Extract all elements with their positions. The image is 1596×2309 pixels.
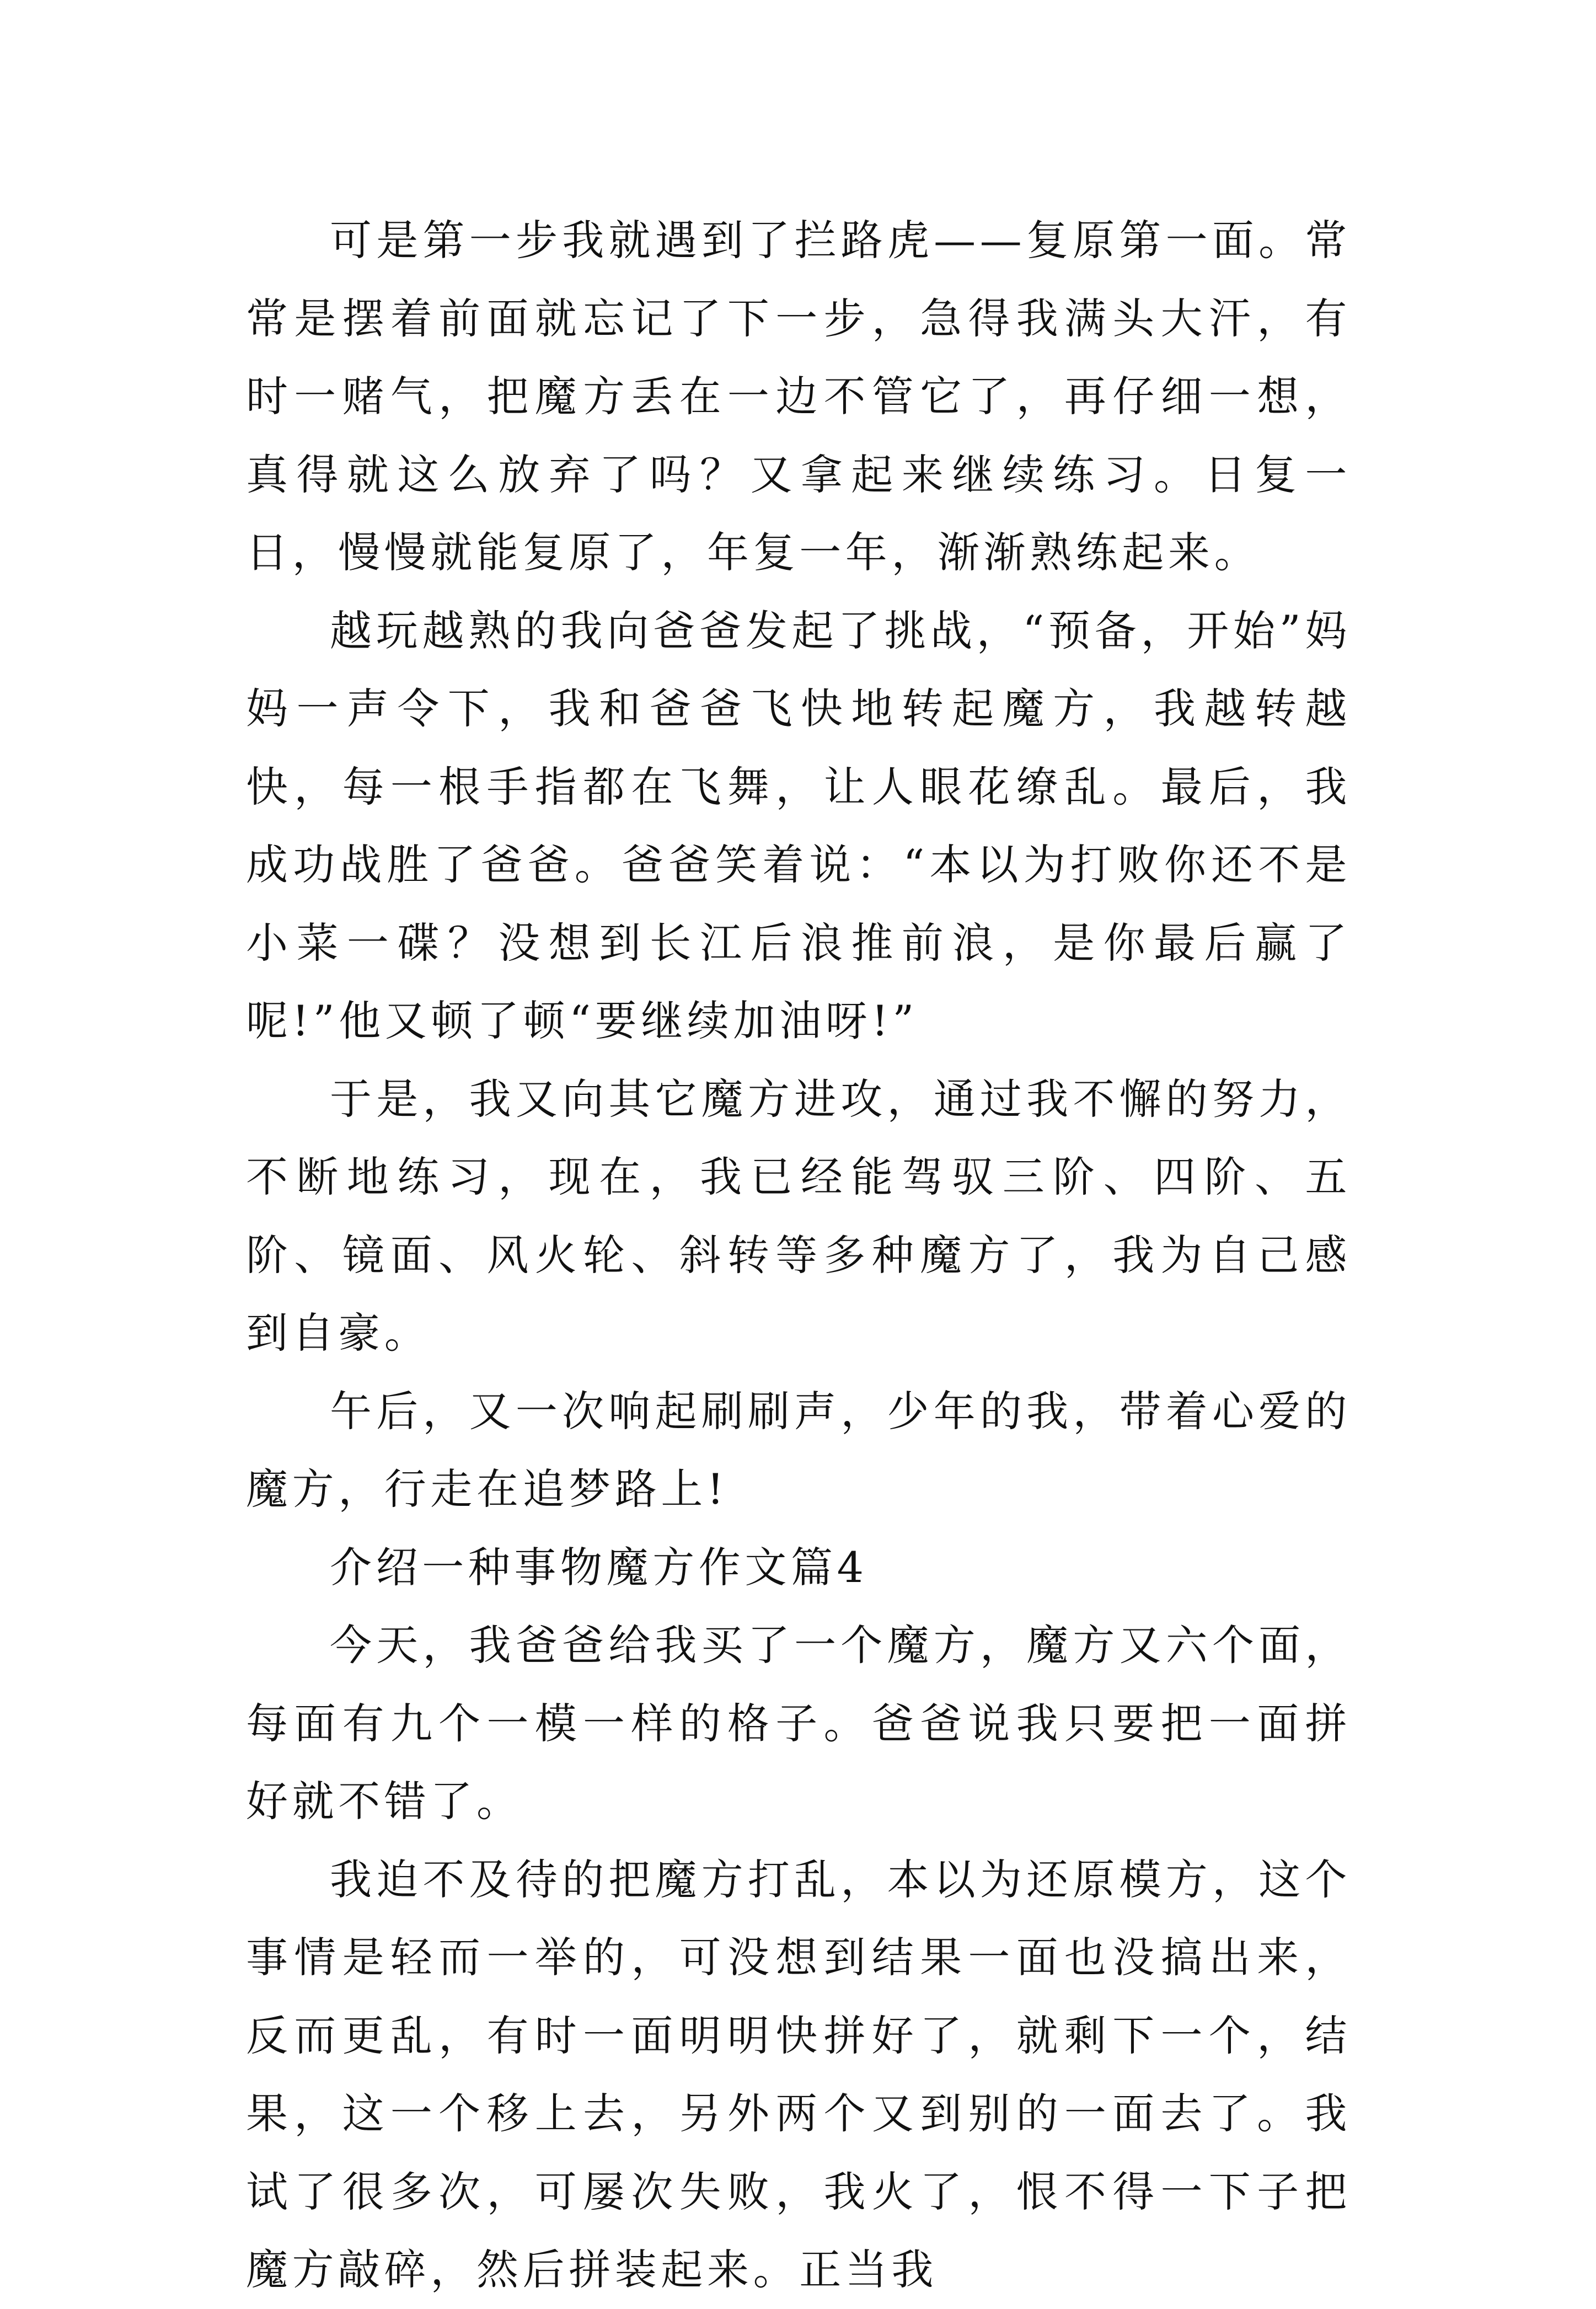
paragraph-6: 我迫不及待的把魔方打乱，本以为还原模方，这个事情是轻而一举的，可没想到结果一面也没搞出来，反而更乱，有时一面明明快拼好了，就剩下一个，结果，这一个移上去，另外两个又到别的一面去了。我试了很多次，可屡次失败，我火了，恨不得一下子把魔方敲碎，然后拼装起来。正当我 xyxy=(246,1854,1351,2294)
document-body xyxy=(246,201,1351,2309)
paragraph-4: 午后，又一次响起刷刷声，少年的我，带着心爱的魔方，行走在追梦路上! xyxy=(246,1386,1351,1514)
paragraph-1: 可是第一步我就遇到了拦路虎——复原第一面。常常是摆着前面就忘记了下一步，急得我满头大汗，有时一赌气，把魔方丢在一边不管它了，再仔细一想，真得就这么放弃了吗？又拿起来继续练习。日复一日，慢慢就能复原了，年复一年，渐渐熟练起来。 xyxy=(246,216,1351,577)
section-heading: 介绍一种事物魔方作文篇4 xyxy=(330,1542,868,1592)
paragraph-2: 越玩越熟的我向爸爸发起了挑战，“预备，开始”妈妈一声令下，我和爸爸飞快地转起魔方，我越转越快，每一根手指都在飞舞，让人眼花缭乱。最后，我成功战胜了爸爸。爸爸笑着说：“本以为打败你还不是小菜一碟？没想到长江后浪推前浪，是你最后赢了呢!”他又顿了顿“要继续加油呀!” xyxy=(246,606,1351,1045)
paragraph-3: 于是，我又向其它魔方进攻，通过我不懈的努力，不断地练习，现在，我已经能驾驭三阶、四阶、五阶、镜面、风火轮、斜转等多种魔方了，我为自己感到自豪。 xyxy=(246,1074,1351,1357)
paragraph-5: 今天，我爸爸给我买了一个魔方，魔方又六个面，每面有九个一模一样的格子。爸爸说我只要把一面拼好就不错了。 xyxy=(246,1621,1351,1826)
